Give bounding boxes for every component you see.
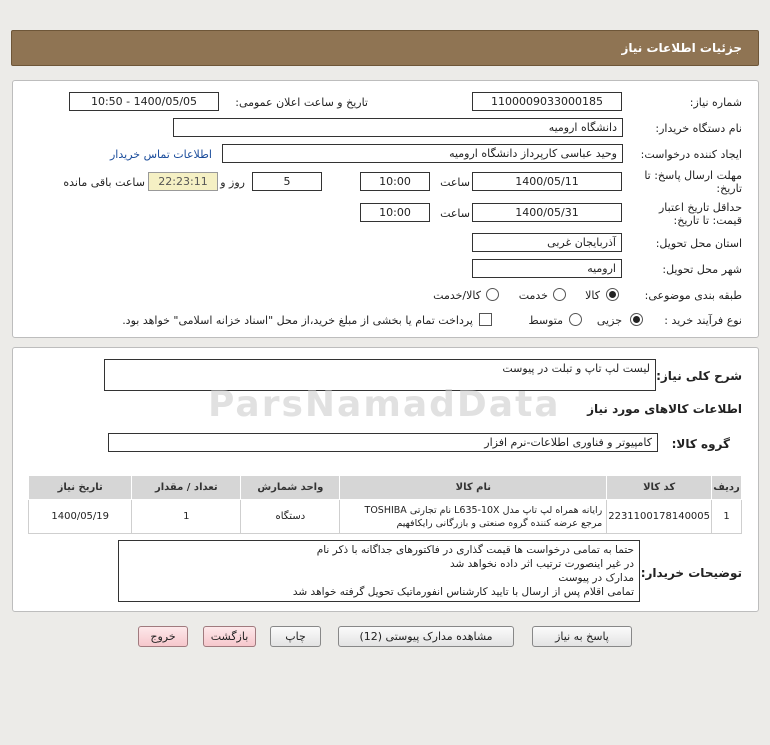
category-radio-both[interactable] [486, 288, 499, 301]
validity-date-field[interactable]: 1400/05/31 [472, 203, 622, 222]
validity-time-label: ساعت [440, 207, 470, 220]
deadline-label: مهلت ارسال پاسخ: تا [644, 169, 742, 182]
cell-qty: 1 [132, 500, 241, 534]
goods-table [28, 475, 742, 534]
process-radio-medium[interactable] [569, 313, 582, 326]
announce-label: تاریخ و ساعت اعلان عمومی: [235, 96, 368, 109]
treasury-note: پرداخت تمام یا بخشی از مبلغ خرید،از محل "اسناد خزانه اسلامی" خواهد بود. [122, 314, 473, 327]
cell-name-line1: رایانه همراه لپ تاپ مدل L635-10X نام تجارتی TOSHIBA [364, 504, 603, 516]
exit-button[interactable]: خروج [138, 626, 188, 647]
cell-code: 2231100178140005 [607, 500, 712, 534]
col-unit: واحد شمارش [241, 476, 340, 500]
print-button[interactable]: چاپ [270, 626, 321, 647]
buyer-org-field[interactable]: دانشگاه ارومیه [173, 118, 623, 137]
deadline-label-2: تاریخ: [716, 182, 742, 195]
goods-group-field[interactable]: کامپیوتر و فناوری اطلاعات-نرم افزار [108, 433, 658, 452]
category-option-both: کالا/خدمت [433, 289, 481, 302]
process-option-medium: متوسط [528, 314, 563, 327]
process-option-minor: جزیی [596, 314, 622, 327]
category-radio-service[interactable] [553, 288, 566, 301]
province-label: استان محل تحویل: [655, 237, 742, 250]
deadline-date-field[interactable]: 1400/05/11 [472, 172, 622, 191]
col-code: کد کالا [607, 476, 712, 500]
cell-row: 1 [712, 500, 742, 534]
summary-field[interactable]: لیست لپ تاپ و تبلت در پیوست [104, 359, 656, 391]
summary-label: شرح کلی نیاز: [656, 369, 742, 383]
buyer-notes-box [118, 540, 640, 602]
remaining-label: ساعت باقی مانده [63, 176, 145, 189]
col-date: تاریخ نیاز [29, 476, 132, 500]
back-button[interactable]: بازگشت [203, 626, 256, 647]
creator-field[interactable]: وحید عباسی کارپرداز دانشگاه ارومیه [222, 144, 623, 163]
validity-label: حداقل تاریخ اعتبار [658, 201, 742, 214]
table-row[interactable] [29, 500, 742, 534]
page-title: جزئیات اطلاعات نیاز [621, 41, 742, 55]
attachments-button[interactable]: مشاهده مدارک پیوستی (12) [338, 626, 514, 647]
buyer-note-line: حتما به تمامی درخواست ها قیمت گذاری در فاکتورهای جداگانه با ذکر نام [316, 544, 634, 556]
buyer-note-line: در غیر اینصورت ترتیب اثر داده نخواهد شد [450, 558, 634, 570]
page-header [11, 30, 759, 66]
days-label: روز و [220, 176, 245, 189]
announce-field[interactable]: 1400/05/05 - 10:50 [69, 92, 219, 111]
col-row: ردیف [712, 476, 742, 500]
days-field[interactable]: 5 [252, 172, 322, 191]
goods-heading: اطلاعات کالاهای مورد نیاز [587, 402, 742, 416]
need-number-label: شماره نیاز: [689, 96, 742, 109]
category-label: طبقه بندی موضوعی: [644, 289, 742, 302]
city-field[interactable]: ارومیه [472, 259, 622, 278]
col-qty: تعداد / مقدار [132, 476, 241, 500]
cell-date: 1400/05/19 [29, 500, 132, 534]
buyer-org-label: نام دستگاه خریدار: [655, 122, 742, 135]
cell-unit: دستگاه [241, 500, 340, 534]
table-header-row [29, 476, 742, 500]
need-number-field[interactable]: 1100009033000185 [472, 92, 622, 111]
reply-button[interactable]: پاسخ به نیاز [532, 626, 632, 647]
buyer-notes-label: توضیحات خریدار: [640, 566, 742, 580]
category-option-goods: کالا [585, 289, 600, 302]
category-option-service: خدمت [518, 289, 548, 302]
remaining-time-field: 22:23:11 [148, 172, 218, 191]
validity-time-field[interactable]: 10:00 [360, 203, 430, 222]
cell-name-line2: مرجع عرضه کننده گروه صنعتی و بازرگانی رایکافهیم [396, 517, 603, 529]
treasury-checkbox[interactable] [479, 313, 492, 326]
col-name: نام کالا [340, 476, 607, 500]
validity-label-2: قیمت: تا تاریخ: [673, 214, 742, 227]
cell-name [340, 500, 607, 534]
process-radio-minor[interactable] [630, 313, 643, 326]
province-field[interactable]: آذربایجان غربی [472, 233, 622, 252]
contact-info-link[interactable]: اطلاعات تماس خریدار [110, 148, 212, 161]
watermark-brand: ParsNamadData [208, 384, 561, 425]
category-radio-goods[interactable] [606, 288, 619, 301]
buyer-note-line: تمامی اقلام پس از ارسال با تایید کارشناس انفورماتیک تحویل گرفته خواهد شد [292, 586, 634, 598]
creator-label: ایجاد کننده درخواست: [640, 148, 742, 161]
deadline-time-field[interactable]: 10:00 [360, 172, 430, 191]
deadline-time-label: ساعت [440, 176, 470, 189]
city-label: شهر محل تحویل: [662, 263, 742, 276]
goods-group-label: گروه کالا: [671, 437, 730, 451]
buyer-note-line: مدارک در پیوست [558, 572, 634, 584]
process-label: نوع فرآیند خرید : [664, 314, 742, 327]
